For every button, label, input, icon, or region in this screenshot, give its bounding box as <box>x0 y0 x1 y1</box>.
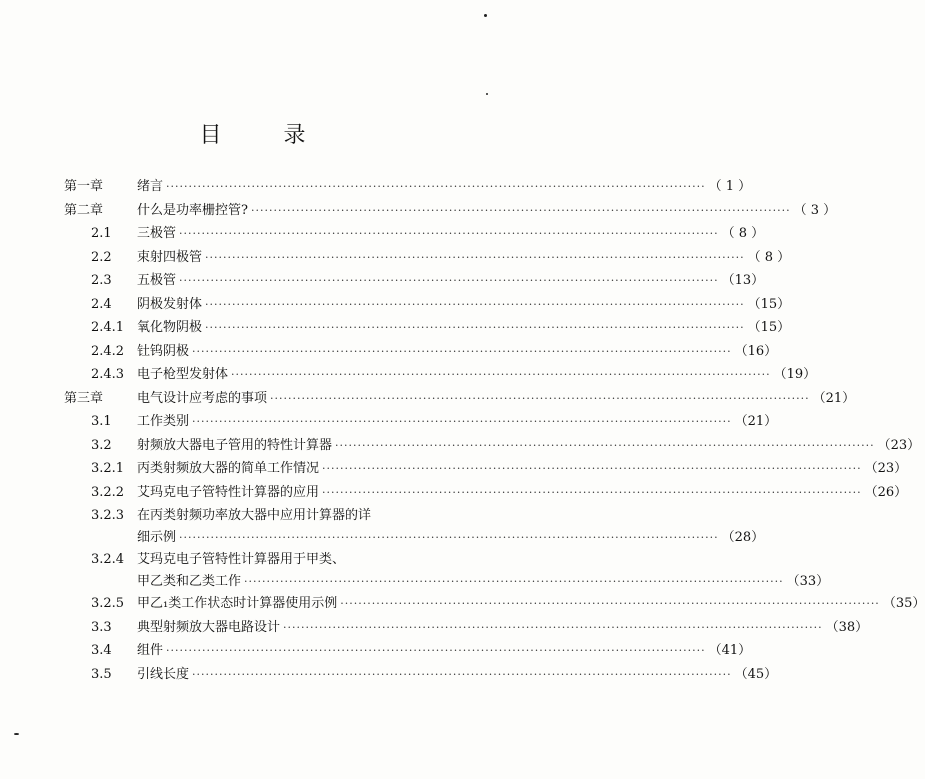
dot-leader: ························································································································ <box>166 644 706 657</box>
toc-entry <box>60 640 752 662</box>
toc-entry-title: 氧化物阴极 <box>137 320 203 335</box>
toc-entry <box>60 223 765 245</box>
toc-entry-title: 电气设计应考虑的事项 <box>137 390 268 406</box>
dot-leader: ························································································································ <box>244 575 784 588</box>
toc-entry-title: 组件 <box>137 643 164 658</box>
toc-entry-page: （41） <box>708 643 752 658</box>
dot-leader: ························································································································ <box>205 250 745 264</box>
dot-leader: ························································································································ <box>192 344 732 358</box>
toc-entry-page: （21） <box>734 414 778 429</box>
toc-entry-number: 2.4.2 <box>91 343 125 359</box>
toc-entry-number: 3.2.3 <box>91 508 125 523</box>
toc-entry-page: （23） <box>877 437 921 453</box>
toc-entry <box>60 388 856 410</box>
toc-entry-title: 钍钨阴极 <box>137 343 190 359</box>
toc-entry-number: 3.2.4 <box>91 552 125 567</box>
toc-entry <box>60 505 765 549</box>
toc-entry <box>60 176 752 198</box>
toc-entry <box>60 664 778 686</box>
toc-entry-page: （16） <box>734 343 778 359</box>
toc-entry-title: 阴极发射体 <box>137 296 203 312</box>
toc-entry-title: 束射四极管 <box>137 249 203 265</box>
dot-leader: ························································································································ <box>335 438 875 452</box>
toc-entry-number: 3.1 <box>91 414 112 429</box>
toc-entry-title: 艾玛克电子管特性计算器的应用 <box>137 484 320 500</box>
toc-entry-number: 2.1 <box>91 226 112 241</box>
toc-entry <box>60 549 830 593</box>
dot-leader: ························································································································ <box>179 531 719 544</box>
dot-leader: ························································································································ <box>192 415 732 428</box>
toc-entry-title: 五极管 <box>137 273 177 288</box>
toc-entry-number: 3.4 <box>91 643 112 658</box>
dot-leader: ························································································································ <box>270 391 810 405</box>
toc-entry <box>60 482 908 504</box>
toc-entry-number: 2.4.3 <box>91 367 125 382</box>
toc-entry-page: （45） <box>734 666 778 682</box>
toc-entry-number: 3.2.5 <box>91 596 125 611</box>
toc-entry-number: 3.2.1 <box>91 461 125 476</box>
toc-entry-number: 2.4 <box>91 296 112 312</box>
toc-entry-title: 射频放大器电子管用的特性计算器 <box>137 437 333 453</box>
dot-leader: ························································································································ <box>322 462 862 475</box>
dot-leader: ························································································································ <box>340 597 880 610</box>
toc-entry <box>60 458 908 480</box>
toc-entry-title: 典型射频放大器电路设计 <box>137 619 281 635</box>
toc-entry-page: （38） <box>825 619 869 635</box>
toc-entry <box>60 435 921 457</box>
toc-entry <box>60 364 817 386</box>
toc-entry-page: （23） <box>864 461 908 476</box>
toc-entry-title-continued: 甲乙类和乙类工作 <box>137 574 242 589</box>
page-title <box>0 118 505 149</box>
toc-entry <box>60 294 791 316</box>
toc-entry-page: （15） <box>747 296 791 312</box>
toc-entry-page: （19） <box>773 367 817 382</box>
toc-entry-title: 甲乙₁类工作状态时计算器使用示例 <box>137 596 338 611</box>
toc-entry-page: （ 8 ） <box>747 249 791 265</box>
toc-entry-page: （35） <box>882 596 925 611</box>
toc-entry-page: （15） <box>747 320 791 335</box>
toc-entry <box>60 341 778 363</box>
title-char-2: 录 <box>283 123 368 148</box>
scan-speck <box>484 14 487 17</box>
toc-entry-title: 艾玛克电子管特性计算器用于甲类、 <box>137 552 346 567</box>
dot-leader: ························································································································ <box>192 667 732 681</box>
toc-entry-number: 3.5 <box>91 666 112 682</box>
toc-entry-number: 第二章 <box>64 202 104 218</box>
dot-leader: ························································································································ <box>322 485 862 499</box>
toc-entry-number: 3.2 <box>91 437 112 453</box>
toc-entry-title: 工作类别 <box>137 414 190 429</box>
toc-entry-number: 2.4.1 <box>91 320 125 335</box>
toc-entry <box>60 593 925 615</box>
toc-entry-title: 绪言 <box>137 179 164 194</box>
toc-entry-number: 第一章 <box>64 179 104 194</box>
toc-entry-page: （26） <box>864 484 908 500</box>
toc-entry-page: （ 3 ） <box>793 202 837 218</box>
dot-leader: ························································································································ <box>179 227 719 240</box>
dot-leader: ························································································································ <box>283 620 823 634</box>
toc-entry-page: （ 1 ） <box>708 179 752 194</box>
toc-entry-title: 引线长度 <box>137 666 190 682</box>
toc-entry-number: 3.3 <box>91 619 112 635</box>
toc-entry <box>60 200 837 222</box>
toc-entry <box>60 247 791 269</box>
scan-speck <box>486 93 488 95</box>
toc-entry-number: 2.2 <box>91 249 112 265</box>
toc-entry-page: （ 8 ） <box>721 226 765 241</box>
toc-entry-page: （13） <box>721 273 765 288</box>
dot-leader: ························································································································ <box>179 274 719 287</box>
dot-leader: ························································································································ <box>231 368 771 381</box>
toc-entry <box>60 617 869 639</box>
toc-entry-page: （28） <box>721 530 765 545</box>
toc-entry <box>60 270 765 292</box>
toc-entry-title: 三极管 <box>137 226 177 241</box>
toc-entry-page: （33） <box>786 574 830 589</box>
dot-leader: ························································································································ <box>205 297 745 311</box>
toc-entry-number: 2.3 <box>91 273 112 288</box>
toc-entry-title: 电子枪型发射体 <box>137 367 229 382</box>
scan-speck <box>14 733 19 735</box>
dot-leader: ························································································································ <box>166 180 706 193</box>
toc-entry-number: 第三章 <box>64 390 104 406</box>
toc-entry-title: 什么是功率栅控管? <box>137 202 248 218</box>
toc-entry <box>60 411 778 433</box>
toc-entry-title: 丙类射频放大器的简单工作情况 <box>137 461 320 476</box>
toc-entry-number: 3.2.2 <box>91 484 125 500</box>
toc-entry-page: （21） <box>812 390 856 406</box>
toc-entry <box>60 317 791 339</box>
dot-leader: ························································································································ <box>205 321 745 334</box>
toc-entry-title-continued: 细示例 <box>137 530 177 545</box>
title-char-1: 目 <box>199 123 284 148</box>
dot-leader: ························································································································ <box>250 203 791 217</box>
toc-entry-title: 在丙类射频功率放大器中应用计算器的详 <box>137 508 372 523</box>
